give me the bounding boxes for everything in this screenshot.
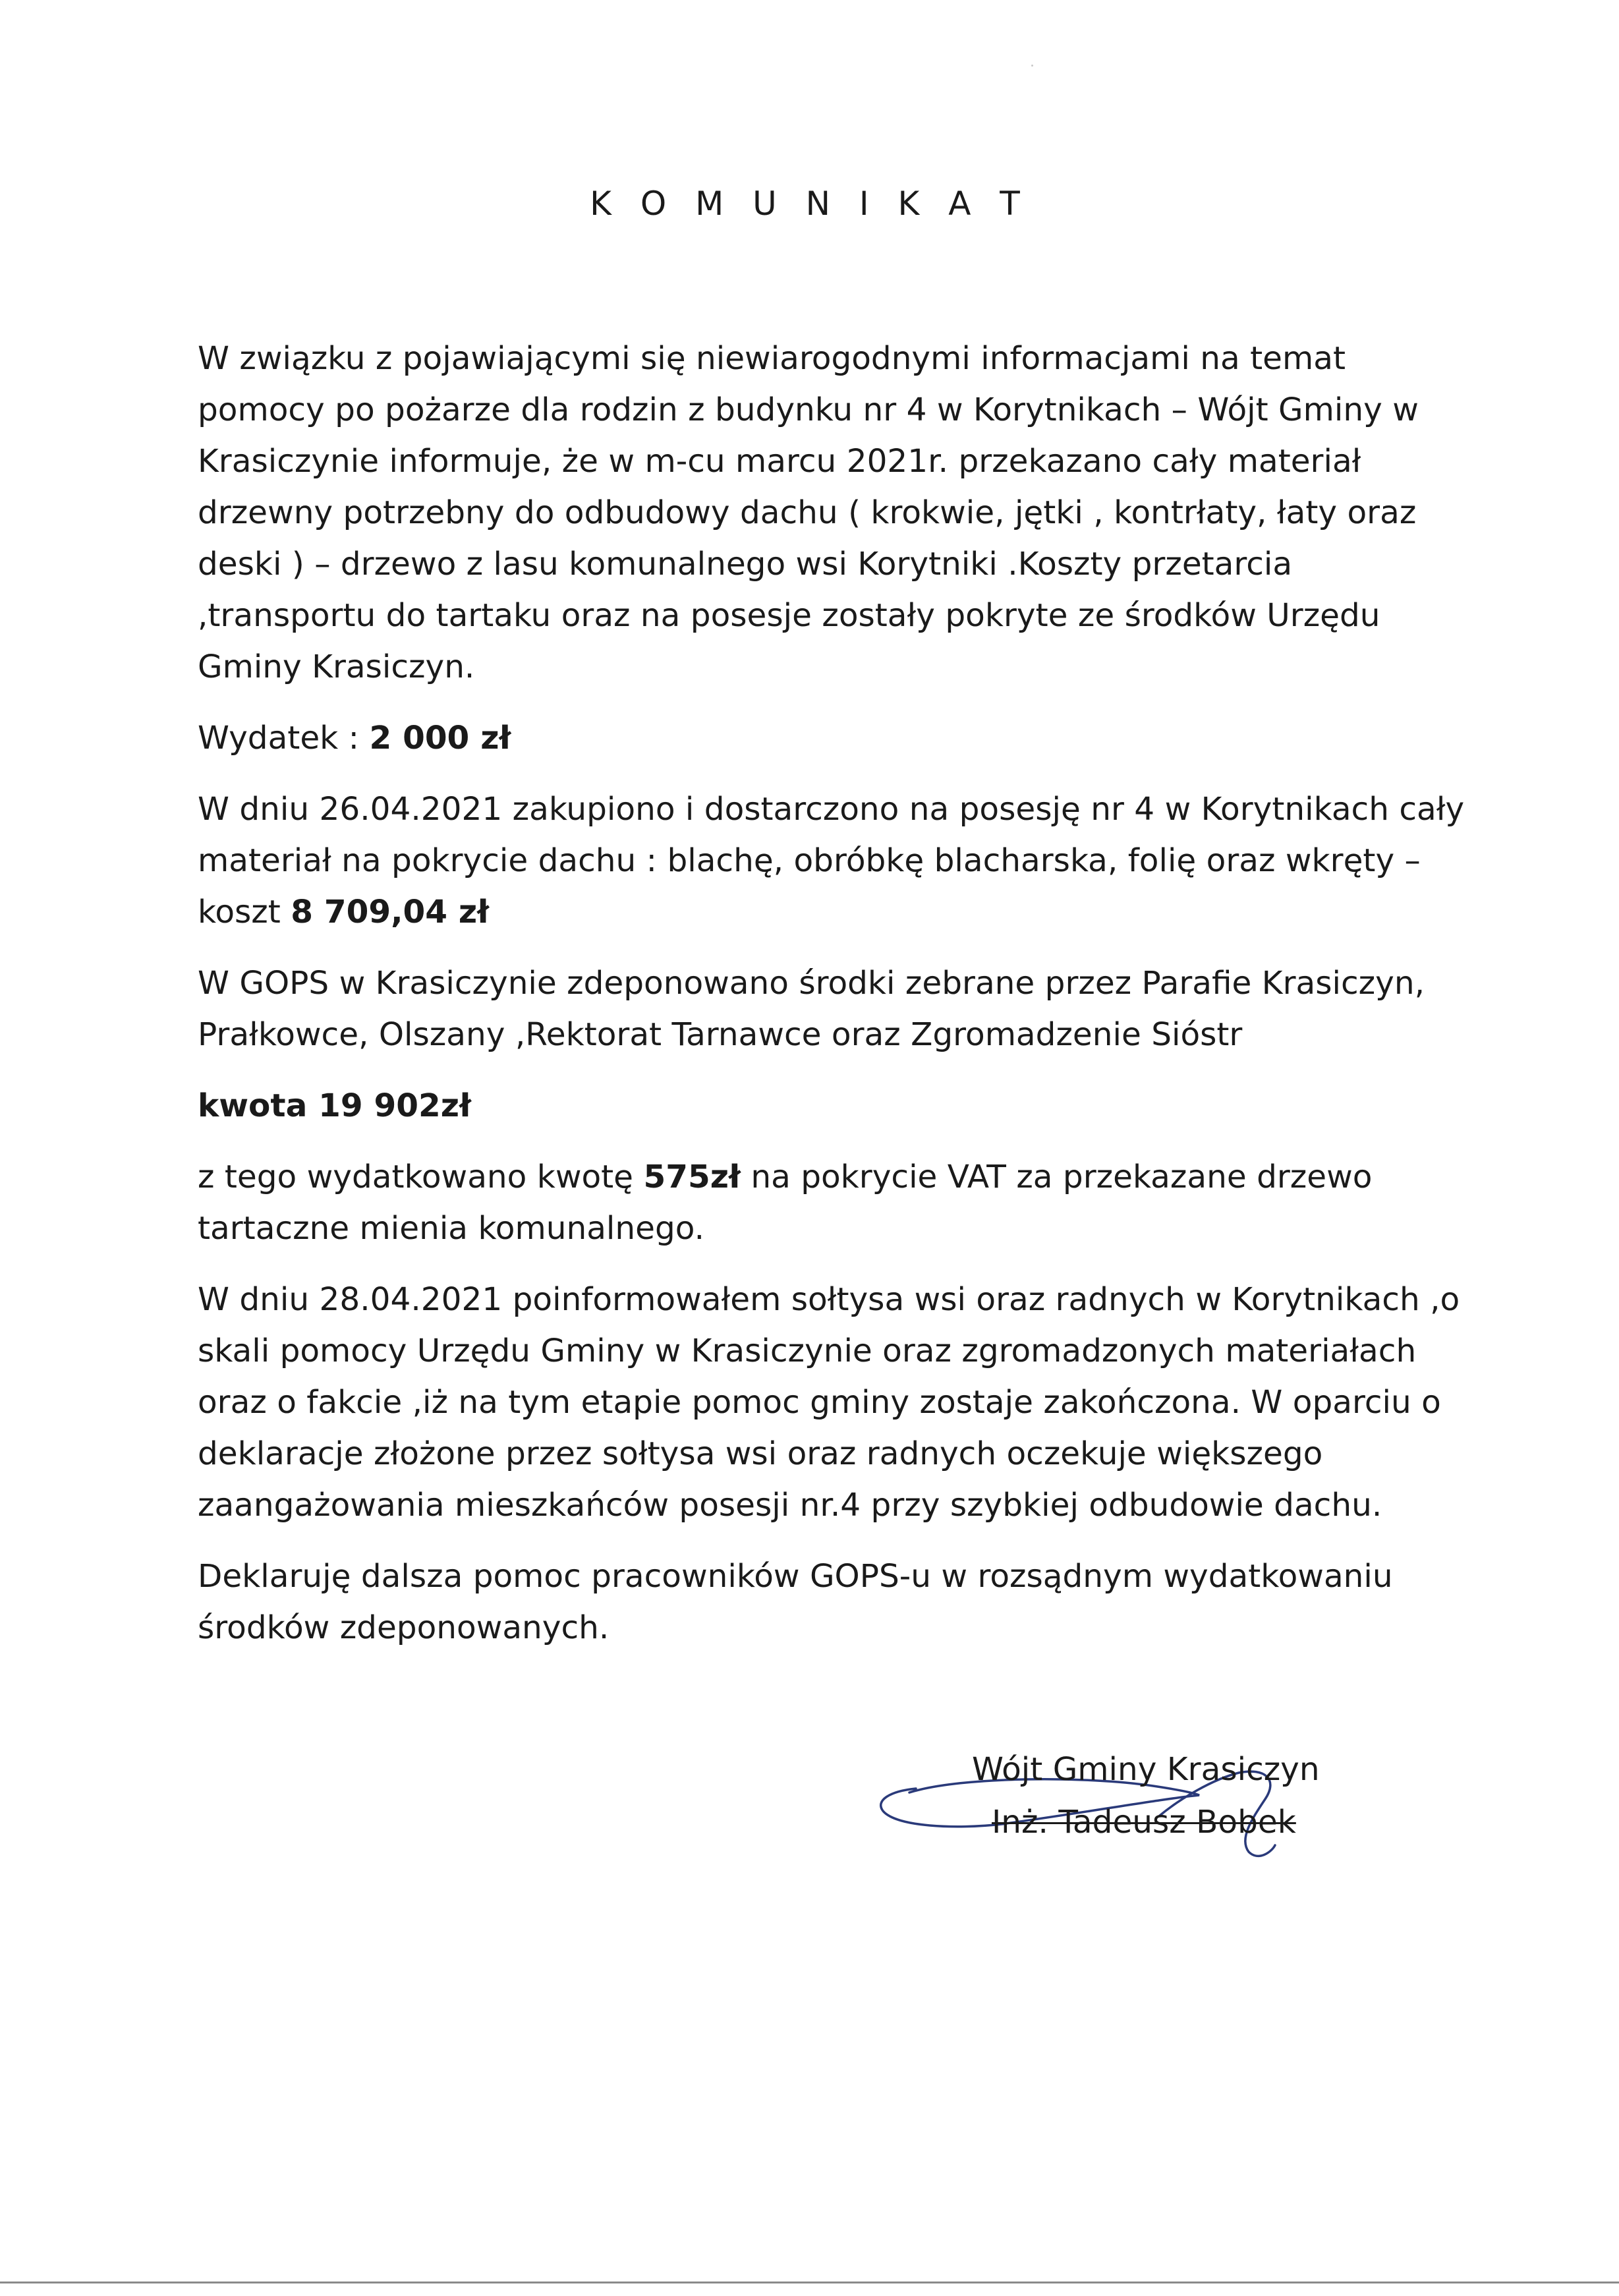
paragraph-intro	[198, 333, 1450, 693]
text-line: zaangażowania mieszkańców posesji nr.4 przy szybkiej odbudowie dachu.	[198, 1487, 1382, 1524]
text-line: W związku z pojawiającymi się niewiarogodnymi informacjami na temat	[198, 340, 1346, 377]
paragraph-vat	[198, 1151, 1450, 1254]
signature-block	[972, 1743, 1320, 1849]
text-line: Deklaruję dalsza pomoc pracowników GOPS-u w rozsądnym wydatkowaniu	[198, 1558, 1393, 1595]
text-line: pomocy po pożarze dla rodzin z budynku nr 4 w Korytnikach – Wójt Gminy w	[198, 391, 1419, 428]
paragraph-meeting	[198, 1274, 1460, 1531]
text-line: deklaracje złożone przez sołtysa wsi oraz radnych oczekuje większego	[198, 1435, 1323, 1472]
paragraph-declaration	[198, 1551, 1450, 1653]
text-line: deski ) – drzewo z lasu komunalnego wsi Korytniki .Koszty przetarcia	[198, 546, 1293, 583]
cost-amount: 8 709,04 zł	[291, 894, 490, 931]
text-line: oraz o fakcie ,iż na tym etapie pomoc gminy zostaje zakończona. W oparciu o	[198, 1384, 1441, 1421]
vat-amount: 575zł	[643, 1159, 741, 1195]
signature-role: Wójt Gminy Krasiczyn	[972, 1751, 1320, 1788]
text-line	[198, 1151, 1450, 1203]
text-line	[198, 886, 1450, 938]
text-line: tartaczne mienia komunalnego.	[198, 1210, 704, 1247]
text-line: drzewny potrzebny do odbudowy dachu ( krokwie, jętki , kontrłaty, łaty oraz	[198, 494, 1417, 531]
scan-speck	[1031, 65, 1033, 67]
expense-amount: 2 000 zł	[369, 720, 511, 757]
text-line: ,transportu do tartaku oraz na posesje zostały pokryte ze środków Urzędu	[198, 597, 1380, 634]
scan-edge-line	[0, 2282, 1619, 2283]
text-line: materiał na pokrycie dachu : blachę, obróbkę blacharska, folię oraz wkręty –	[198, 842, 1421, 879]
text-line: W dniu 26.04.2021 zakupiono i dostarczono na posesję nr 4 w Korytnikach cały	[198, 791, 1465, 828]
paragraph-deposit	[198, 958, 1450, 1060]
deposit-amount: kwota 19 902zł	[198, 1087, 472, 1124]
document-title: K O M U N I K A T	[590, 185, 1029, 223]
vat-text-before: z tego wydatkowano kwotę	[198, 1159, 644, 1195]
paragraph-roof-materials	[198, 784, 1465, 938]
text-line: Prałkowce, Olszany ,Rektorat Tarnawce oraz Zgromadzenie Sióstr	[198, 1016, 1243, 1053]
text-line: Gminy Krasiczyn.	[198, 648, 475, 685]
text-line: W dniu 28.04.2021 poinformowałem sołtysa wsi oraz radnych w Korytnikach ,o	[198, 1281, 1460, 1318]
paragraph-deposit-amount	[198, 1080, 1450, 1132]
text-line: skali pomocy Urzędu Gminy w Krasiczynie oraz zgromadzonych materiałach	[198, 1333, 1417, 1369]
text-line	[198, 712, 1450, 764]
document-body	[198, 333, 1465, 1673]
paragraph-expense	[198, 712, 1450, 764]
cost-label: koszt	[198, 894, 291, 931]
text-line: środków zdeponowanych.	[198, 1609, 610, 1646]
text-line: Krasiczynie informuje, że w m-cu marcu 2021r. przekazano cały materiał	[198, 443, 1361, 480]
expense-label: Wydatek :	[198, 720, 370, 757]
vat-text-after: na pokrycie VAT za przekazane drzewo	[740, 1159, 1373, 1195]
text-line: W GOPS w Krasiczynie zdeponowano środki zebrane przez Parafie Krasiczyn,	[198, 965, 1425, 1002]
signature-name-text: Inż. Tadeusz Bobek	[992, 1804, 1296, 1841]
signature-name	[992, 1796, 1320, 1849]
